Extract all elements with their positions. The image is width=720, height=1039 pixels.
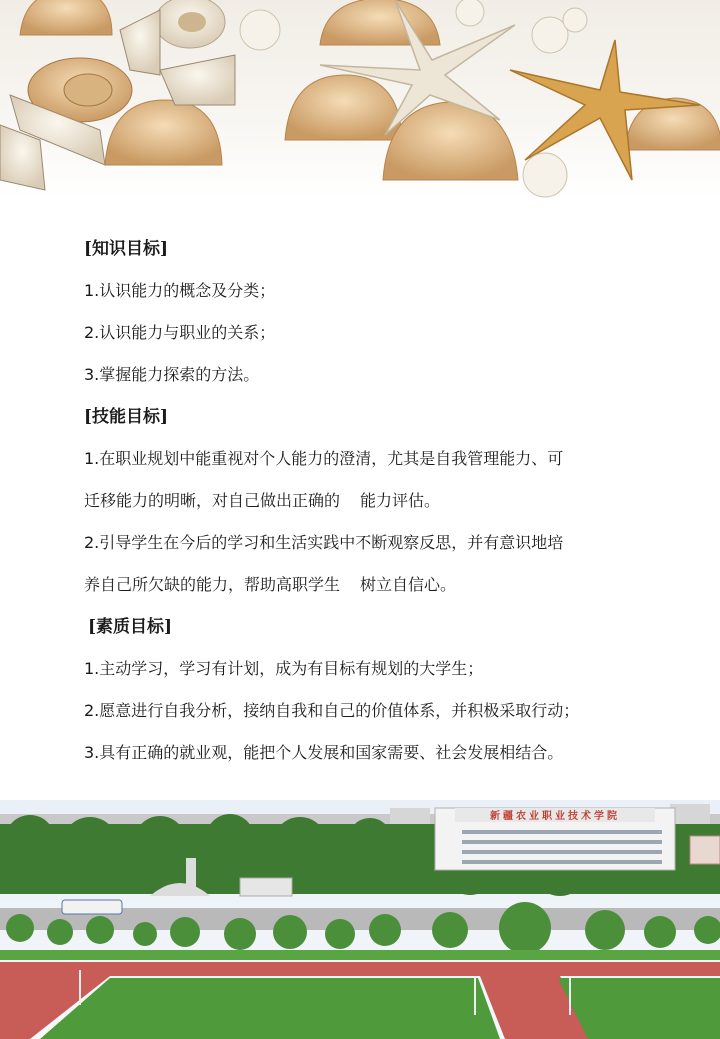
skill-item-text: 树立自信心。: [360, 575, 457, 594]
skill-item-line: [84, 564, 684, 606]
skill-item-text: 养自己所欠缺的能力，帮助高职学生: [84, 575, 341, 594]
seashell-banner-image: [0, 0, 720, 198]
quality-item: 1.主动学习，学习有计划，成为有目标有规划的大学生；: [84, 659, 484, 678]
skill-item-text: 迁移能力的明晰，对自己做出正确的: [84, 491, 341, 510]
knowledge-item: 2.认识能力与职业的关系；: [84, 323, 276, 342]
bus: [62, 900, 122, 914]
campus-sign: 新疆农业职业技术学院: [490, 811, 620, 822]
knowledge-item: 3.掌握能力探索的方法。: [84, 365, 260, 384]
skill-item-line: 2.引导学生在今后的学习和生活实践中不断观察反思，并有意识地培: [84, 533, 564, 552]
skill-item-text: 能力评估。: [360, 491, 441, 510]
campus-panorama-image: [0, 800, 720, 1039]
knowledge-objectives-heading: [知识目标]: [84, 239, 169, 259]
quality-objectives-heading: [素质目标]: [88, 617, 173, 637]
quality-item: 3.具有正确的就业观，能把个人发展和国家需要、社会发展相结合。: [84, 743, 564, 762]
knowledge-item: 1.认识能力的概念及分类；: [84, 281, 276, 300]
skill-item-line: [84, 480, 684, 522]
skill-objectives-heading: [技能目标]: [84, 407, 169, 427]
skill-item-line: 1.在职业规划中能重视对个人能力的澄清，尤其是自我管理能力、可: [84, 449, 564, 468]
objectives-content: [84, 228, 684, 774]
quality-item: 2.愿意进行自我分析，接纳自我和自己的价值体系，并积极采取行动；: [84, 701, 580, 720]
